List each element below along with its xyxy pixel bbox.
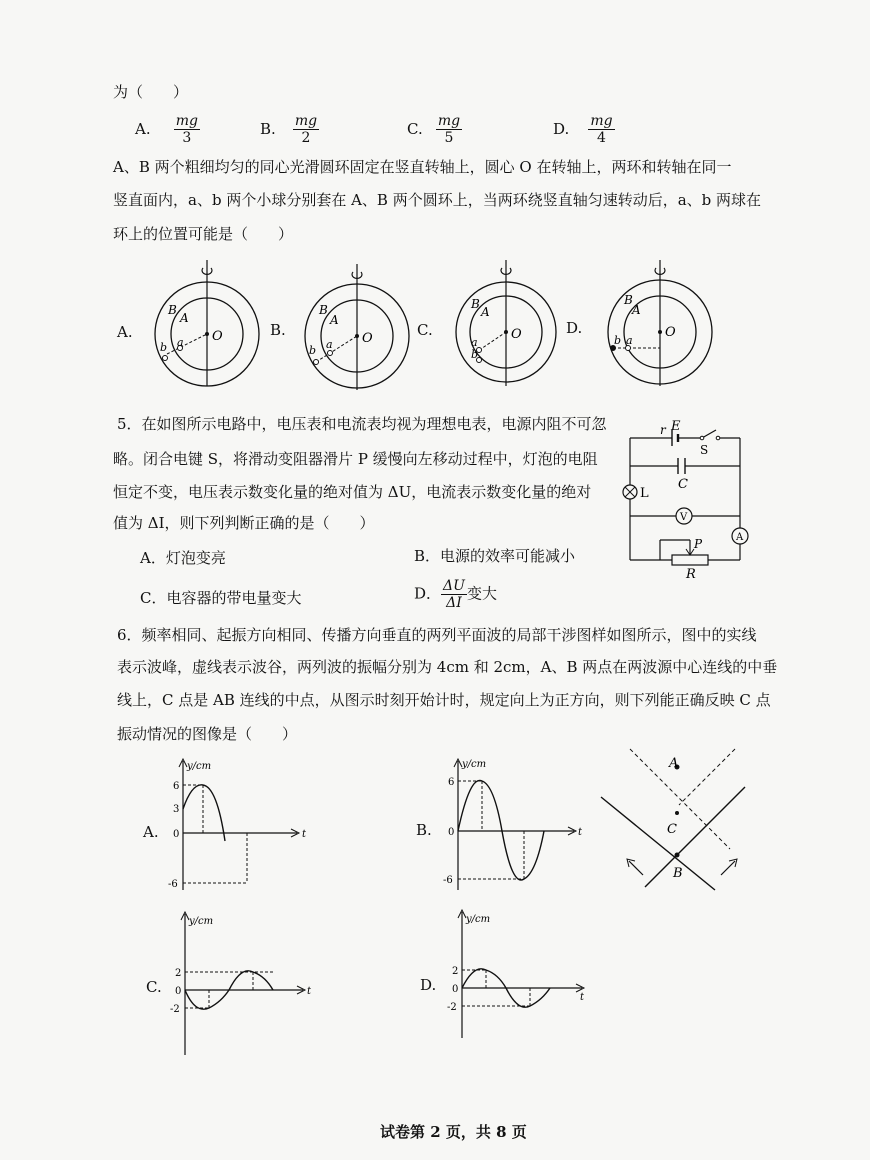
- label-e: E: [671, 419, 681, 434]
- ball-label-b: b: [471, 348, 479, 361]
- q5-option-c: C．电容器的带电量变大: [140, 589, 302, 607]
- tick-label: 6: [448, 777, 455, 788]
- ball-label-b: b: [160, 341, 168, 354]
- ring-label-outer: B: [624, 293, 633, 307]
- tick-label: 2: [175, 968, 182, 979]
- y-axis-label: y/cm: [189, 916, 214, 927]
- ball-label-b: b: [309, 344, 317, 357]
- x-axis-label: t: [307, 986, 312, 997]
- fraction-numerator: mg: [175, 113, 198, 129]
- q6-graph-c: [165, 910, 315, 1060]
- ring-label-inner: A: [632, 303, 641, 317]
- q6-wave-diagram: [595, 745, 770, 895]
- label-s: S: [700, 443, 709, 457]
- q6-line-2: 表示波峰，虚线表示波谷，两列波的振幅分别为 4cm 和 2cm，A、B 两点在两波源中心连线的中垂: [117, 658, 778, 676]
- q4-option-a-label: A.: [117, 323, 133, 341]
- q6-graph-d: [440, 908, 590, 1058]
- y-axis-label: y/cm: [466, 914, 491, 925]
- ring-label-center: O: [511, 327, 522, 342]
- ring-label-outer: B: [319, 303, 328, 317]
- x-axis-label: t: [580, 992, 585, 1003]
- fraction-numerator: mg: [590, 113, 613, 129]
- fraction-numerator: mg: [437, 113, 461, 129]
- ring-label-center: O: [665, 325, 676, 340]
- q3-option-a: [135, 113, 200, 146]
- page-footer: 试卷第 2 页，共 8 页: [380, 1123, 527, 1141]
- q3-option-c: [407, 113, 462, 146]
- option-label: A.: [135, 120, 151, 138]
- y-axis-label: y/cm: [187, 761, 212, 772]
- ring-label-outer: B: [168, 303, 177, 317]
- label-rheostat: R: [686, 567, 696, 582]
- ball-label-b: b: [614, 334, 622, 347]
- fraction-denominator: ΔI: [446, 595, 462, 611]
- q4-option-b-label: B.: [270, 321, 286, 339]
- q5-line-4: 值为 ΔI，则下列判断正确的是（ ）: [113, 514, 375, 532]
- q4-ring-diagram-d: [600, 258, 720, 390]
- q3-option-d: [553, 113, 615, 146]
- label-p: P: [694, 537, 703, 551]
- q5-line-1: 5．在如图所示电路中，电压表和电流表均视为理想电表，电源内阻不可忽: [117, 415, 607, 433]
- q6-line-1: 6．频率相同、起振方向相同、传播方向垂直的两列平面波的局部干涉图样如图所示，图中的实线: [117, 626, 757, 644]
- tick-label: -6: [443, 875, 453, 886]
- q4-option-d-label: D.: [566, 319, 583, 337]
- label-v: V: [680, 512, 688, 523]
- wave-label-a: A: [669, 756, 679, 771]
- q6-line-4: 振动情况的图像是（ ）: [117, 725, 298, 743]
- ring-label-outer: B: [471, 297, 480, 311]
- q4-ring-diagram-a: [150, 258, 270, 390]
- label-l: L: [640, 486, 649, 501]
- label-r: r: [660, 423, 666, 437]
- q5-option-a: A．灯泡变亮: [140, 549, 226, 567]
- option-label: C.: [407, 120, 423, 138]
- fraction-denominator: 3: [182, 130, 192, 146]
- fraction-denominator: 2: [301, 130, 311, 146]
- q4-option-c-label: C.: [417, 321, 433, 339]
- ball-label-a: a: [626, 334, 633, 347]
- q5-circuit-diagram: [616, 420, 756, 580]
- q6-option-c-label: C.: [146, 978, 162, 996]
- q6-line-3: 线上，C 点是 AB 连线的中点，从图示时刻开始计时，规定向上为正方向，则下列能正确反映 C 点: [117, 691, 771, 709]
- label-c: C: [678, 477, 688, 492]
- ball-label-a: a: [326, 338, 333, 351]
- tick-label: 3: [173, 804, 180, 815]
- ball-label-a: a: [177, 336, 184, 349]
- tick-label: 0: [452, 984, 459, 995]
- q4-line-1: A、B 两个粗细均匀的同心光滑圆环固定在竖直转轴上，圆心 O 在转轴上，两环和转轴在同一: [113, 158, 732, 176]
- label-a: A: [736, 532, 744, 543]
- x-axis-label: t: [302, 829, 307, 840]
- tick-label: 0: [175, 986, 182, 997]
- tick-label: 0: [173, 829, 180, 840]
- fraction-numerator: mg: [294, 113, 318, 129]
- tick-label: -6: [168, 879, 178, 890]
- tick-label: 0: [448, 827, 455, 838]
- q6-graph-a: [165, 755, 315, 895]
- fraction-numerator: ΔU: [443, 578, 465, 594]
- option-label: D.: [553, 120, 570, 138]
- x-axis-label: t: [578, 827, 583, 838]
- y-axis-label: y/cm: [462, 759, 487, 770]
- q5-option-b: B．电源的效率可能减小: [414, 547, 576, 565]
- ring-label-inner: A: [481, 305, 490, 319]
- q3-option-b: [260, 113, 319, 146]
- ball-label-a: a: [471, 336, 478, 349]
- tick-label: 6: [173, 781, 180, 792]
- wave-label-c: C: [667, 822, 677, 837]
- ring-label-inner: A: [180, 311, 189, 325]
- q5-option-d: [414, 578, 497, 611]
- ring-label-center: O: [212, 329, 223, 344]
- fraction-denominator: 4: [597, 130, 606, 146]
- q3-tail: 为（ ）: [113, 83, 189, 101]
- tick-label: -2: [447, 1002, 457, 1013]
- q4-ring-diagram-c: [447, 258, 567, 390]
- option-d-suffix: 变大: [466, 584, 497, 603]
- tick-label: 2: [452, 966, 459, 977]
- q5-line-3: 恒定不变，电压表示数变化量的绝对值为 ΔU，电流表示数变化量的绝对: [113, 483, 592, 501]
- q6-graph-b: [440, 755, 590, 895]
- q4-line-3: 环上的位置可能是（ ）: [113, 225, 294, 243]
- q4-ring-diagram-b: [298, 262, 418, 394]
- option-d-prefix: D．: [414, 584, 442, 603]
- q6-option-a-label: A.: [143, 823, 159, 841]
- option-label: B.: [260, 120, 276, 138]
- q6-option-d-label: D.: [420, 976, 437, 994]
- q5-line-2: 略。闭合电键 S，将滑动变阻器滑片 P 缓慢向左移动过程中，灯泡的电阻: [113, 450, 598, 468]
- ring-label-inner: A: [330, 313, 339, 327]
- q4-line-2: 竖直面内，a、b 两个小球分别套在 A、B 两个圆环上，当两环绕竖直轴匀速转动后，a、b 两球在: [113, 191, 762, 209]
- wave-label-b: B: [673, 866, 683, 881]
- q6-option-b-label: B.: [416, 821, 432, 839]
- tick-label: -2: [170, 1004, 180, 1015]
- fraction-denominator: 5: [444, 130, 454, 146]
- ring-label-center: O: [362, 331, 373, 346]
